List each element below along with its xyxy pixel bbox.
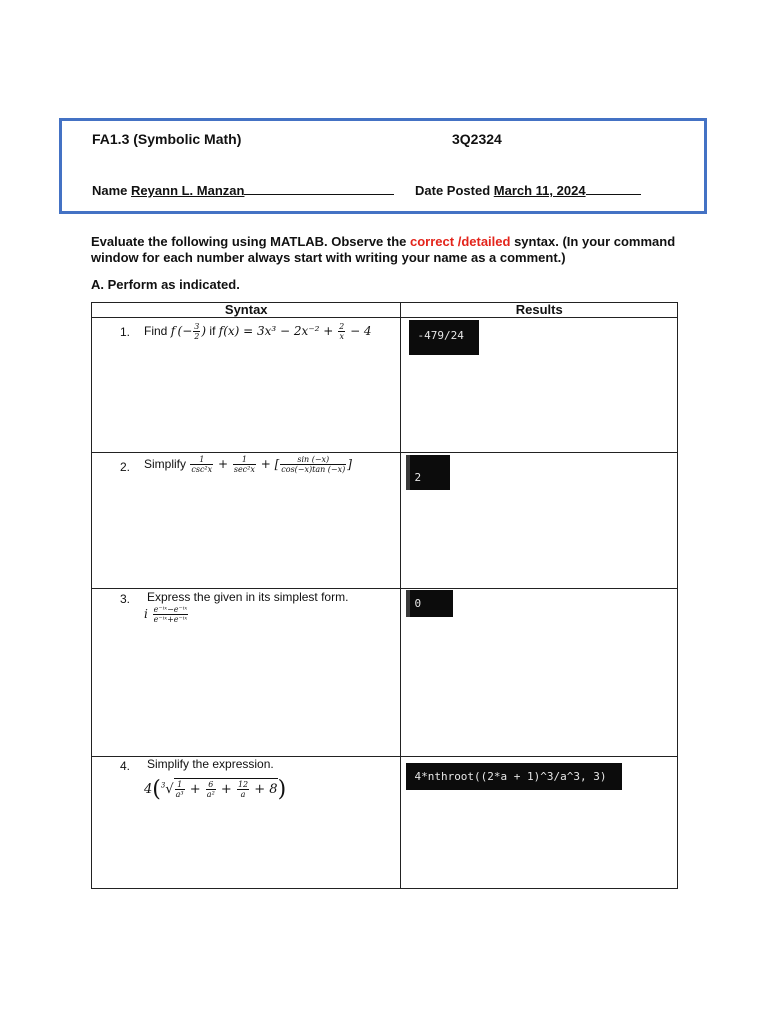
date-line (415, 183, 641, 198)
table-row (92, 453, 678, 589)
question-number: 2. (120, 460, 131, 474)
name-value: Reyann L. Manzan (131, 183, 245, 198)
result-output: 4*nthroot((2*a + 1)^3/a^3, 3) (406, 763, 622, 790)
question-text: Simplify the expression. (147, 757, 274, 771)
highlight-text: correct /detailed (410, 234, 511, 249)
name-label: Name (92, 183, 128, 198)
question-text: Express the given in its simplest form. (147, 590, 349, 604)
table-row (92, 318, 678, 453)
exercise-table (91, 302, 678, 889)
name-line (92, 183, 394, 198)
header-syntax: Syntax (92, 303, 401, 318)
table-row (92, 589, 678, 757)
question-expression: i $\frac{\text{e⁻ⁱˣ−e⁻ⁱˣ}}{\text{e⁻ⁱˣ+e⁻ⁱˣ}}$ (144, 605, 188, 624)
term-code: 3Q2324 (452, 131, 502, 147)
question-number: 4. (120, 759, 131, 773)
header-box (59, 118, 707, 214)
instructions: Evaluate the following using MATLAB. Observe the correct /detailed syntax. (In your command window for each number always start with writing your name as a comment.) (91, 234, 676, 265)
question-number: 1. (120, 325, 131, 339)
header-results: Results (401, 303, 678, 318)
question-number: 3. (120, 592, 131, 606)
date-value: March 11, 2024 (493, 183, 586, 198)
question-text: Find f (− $\frac{3}{2}$ ) if f(x) = 3x³ − 2x⁻² + $\frac{2}{x}$ − 4 (144, 322, 372, 341)
result-output: 0 (406, 590, 453, 617)
result-output: -479/24 (409, 320, 479, 355)
assignment-title: FA1.3 (Symbolic Math) (92, 131, 242, 147)
result-output: 2 (406, 455, 450, 490)
question-expression: 4($^3$√ $\frac{1}{\text{a³}}$ + $\frac{6}{\text{a²}}$ + $\frac{12}{a}$ + 8) (144, 777, 287, 802)
date-label: Date Posted (415, 183, 491, 198)
question-text: Simplify $\frac{1}{\text{csc²x}}$ + $\frac{1}{\text{sec²x}}$ + [ $\frac{\sin (-x)}{\cos(-x)\tan (-x)}$ ] (144, 455, 352, 474)
table-row (92, 757, 678, 889)
section-title: A. Perform as indicated. (91, 277, 240, 292)
